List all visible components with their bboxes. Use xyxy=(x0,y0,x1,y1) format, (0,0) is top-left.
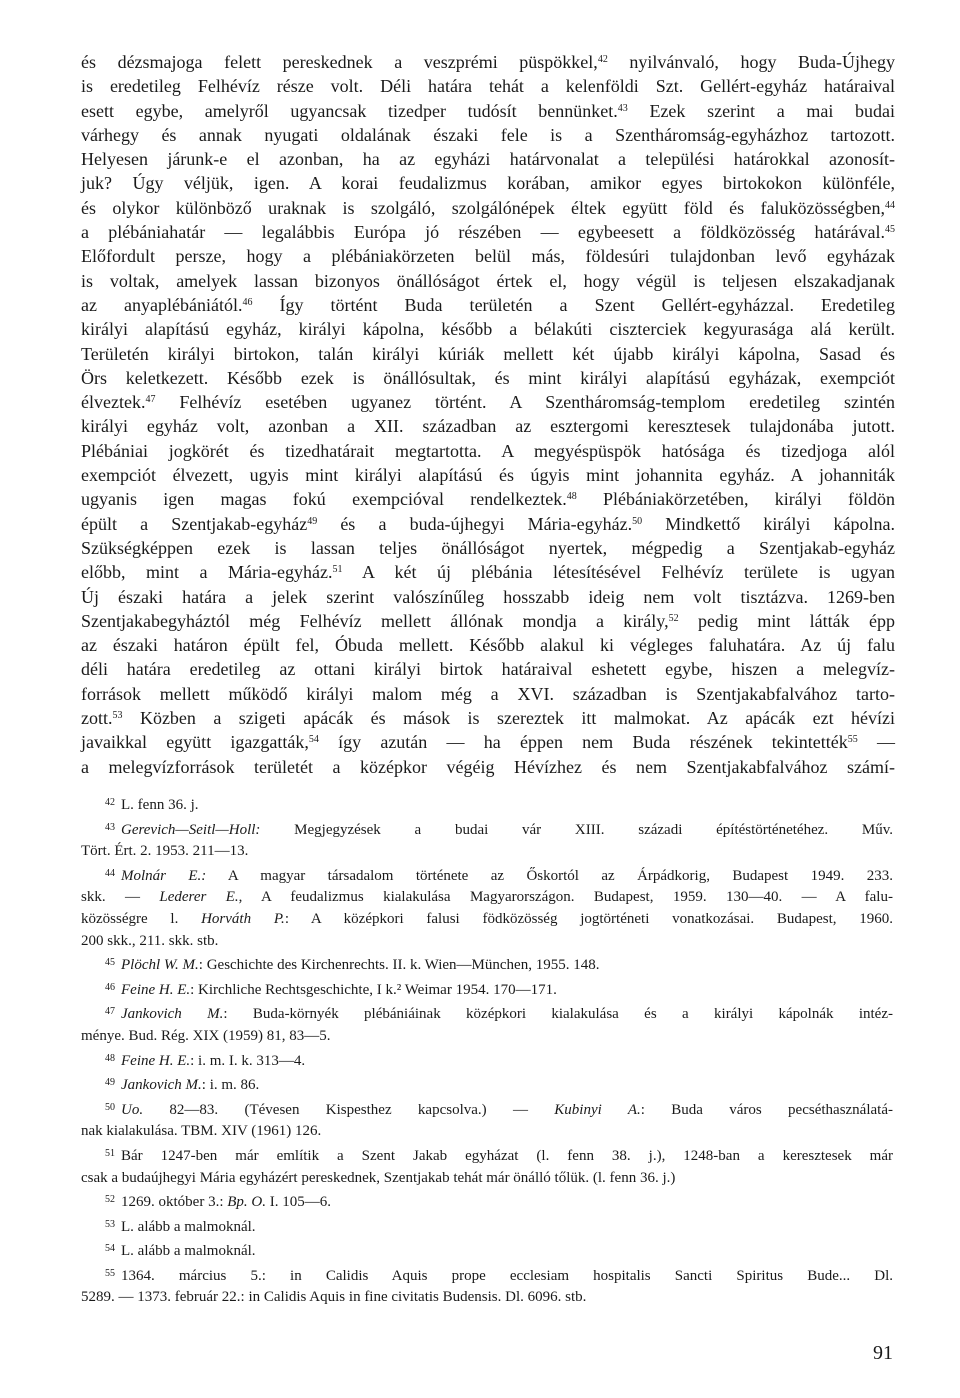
footnote xyxy=(81,1263,893,1309)
footnote xyxy=(81,1001,893,1047)
text-run: és a buda-újhegyi Mária-egyház. xyxy=(317,513,633,534)
footnote-line xyxy=(81,977,893,1002)
footnote-line xyxy=(81,1048,893,1073)
footnote-line xyxy=(81,1263,893,1288)
text-line xyxy=(81,633,895,657)
footnote-ref: 48 xyxy=(566,491,577,503)
text-line xyxy=(81,244,895,268)
text-line xyxy=(81,730,895,754)
text-run: a plébániahatár — legalábbis Európa jó részében — egybeesett a földközösség határával. xyxy=(81,222,885,243)
footnote-line xyxy=(81,792,893,817)
text-run: előbb, mint a Mária-egyház. xyxy=(81,562,333,583)
footnote-ref: 42 xyxy=(597,54,608,65)
footnote-text: : i. m. I. k. 313—4. xyxy=(190,1052,306,1069)
text-run: is voltak, amelyek lassan bizonyos önállóságot értek el, hogy végül is teljesen elszakadjanak xyxy=(81,270,895,291)
author-name: Uo. xyxy=(121,1101,144,1118)
text-line xyxy=(81,269,895,293)
text-run: esett egybe, amelyről ugyancsak tizedper tudósít bennünket. xyxy=(81,100,618,121)
footnote-line xyxy=(81,1001,893,1026)
footnote xyxy=(81,1214,893,1239)
text-run: — xyxy=(857,732,895,753)
footnote-text: : i. m. 86. xyxy=(201,1077,260,1094)
text-line xyxy=(81,536,895,560)
text-run: az északi határon épült fel, Óbuda mellett. Később alakul ki végleges faluhatára. Az új falu xyxy=(81,635,895,656)
text-run: és dézsmajoga felett pereskednek a veszprémi püspökkel, xyxy=(81,52,598,72)
text-line xyxy=(81,220,895,244)
footnote-text: : Buda-környék plébániáinak középkori kialakulása és a királyi kápolnák intéz- xyxy=(223,1006,893,1023)
footnote-text: : Buda város pecséthasználatá- xyxy=(640,1101,893,1118)
text-run: Szükségképpen ezek is lassan teljes önállóságot nyertek, mégpedig a Szentjakab-egyház xyxy=(81,537,895,558)
text-run: királyi alapítású egyház, királyi kápolna, később a bélakúti ciszterciek kegyurasága alá került. xyxy=(81,319,895,340)
footnote-ref: 47 xyxy=(145,394,156,406)
text-run: Közben a szigeti apácák és mások is szereztek itt malmokat. Az apácák ezt hévízi xyxy=(122,708,895,729)
footnote-text: ménye. Bud. Rég. XIX (1959) 81, 83—5. xyxy=(81,1027,331,1044)
footnote-text: : A középkori falusi födközösség jogtörténeti vonatkozásai. Budapest, 1960. xyxy=(284,910,893,927)
footnote-line xyxy=(81,1238,893,1263)
footnote-ref: 45 xyxy=(885,224,895,236)
text-run: déli határa eredetileg az ottani királyi birtok határaival eshetett egybe, hiszen a melegvíz- xyxy=(81,659,895,680)
footnote-line xyxy=(81,909,893,931)
footnote-text: 1364. március 5.: in Calidis Aquis prope ecclesiam hospitalis Sancti Spiritus Bude... Dl. xyxy=(121,1267,893,1284)
footnote xyxy=(81,1072,893,1097)
footnote-number: 50 xyxy=(105,1101,115,1113)
text-run: az anyaplébániától. xyxy=(81,294,243,315)
footnote xyxy=(81,792,893,817)
text-run: élveztek. xyxy=(81,392,146,413)
text-run: Előfordult persze, hogy a plébániakörzeten belül más, földesúri tulajdonban levő egyházak xyxy=(81,246,895,267)
text-line xyxy=(81,293,895,317)
footnote-text: L. alább a malmoknál. xyxy=(121,1243,256,1260)
footnote-number: 44 xyxy=(105,867,115,879)
text-run: Ezek szerint a mai budai xyxy=(627,100,895,121)
footnote-text: Tört. Ért. 2. 1953. 211—13. xyxy=(81,843,249,860)
page-number: 91 xyxy=(873,1342,893,1364)
footnote-ref: 44 xyxy=(885,199,895,211)
footnote xyxy=(81,1143,893,1189)
footnote-text: A magyar társadalom története az Őskortól az Árpádkorig, Budapest 1949. 233. xyxy=(206,867,893,884)
text-line xyxy=(81,487,895,511)
author-name: Gerevich—Seitl—Holl: xyxy=(121,821,261,838)
footnote-line xyxy=(81,1168,893,1190)
text-run: nyilvánvaló, hogy Buda-Újhegy xyxy=(607,52,896,72)
footnote-line xyxy=(81,1143,893,1168)
footnote-number: 55 xyxy=(105,1267,115,1279)
footnote-line xyxy=(81,1026,893,1048)
text-line xyxy=(81,560,895,584)
footnote xyxy=(81,817,893,863)
author-name: Kubinyi A. xyxy=(554,1101,641,1118)
footnote-number: 48 xyxy=(105,1052,115,1064)
author-name: Feine H. E. xyxy=(121,1052,191,1069)
footnote-text: közösségre l. xyxy=(81,910,202,927)
footnotes xyxy=(81,792,893,1309)
footnote-line xyxy=(81,1097,893,1122)
text-run: királyi egyház volt, azonban a XII. században az esztergomi keresztesek tulajdonába jutott. xyxy=(81,416,895,437)
footnote-ref: 50 xyxy=(632,515,643,527)
footnote-line xyxy=(81,841,893,863)
text-run: Új északi határa a jelek szerint valószínűleg hosszabb ideig nem volt tisztázva. 1269-ben xyxy=(81,586,895,607)
footnote-line xyxy=(81,887,893,909)
text-line xyxy=(81,755,895,779)
text-run: Plébániai jogkörét és tizedhatárait megtartotta. A megyéspüspök hatósága és tizedjoga alól xyxy=(81,440,895,461)
footnote-line xyxy=(81,1189,893,1214)
author-name: Molnár E.: xyxy=(121,867,207,884)
text-run: exempciót élvezett, ugyis mint királyi alapítású és úgyis mint johannita egyház. A johanniták xyxy=(81,465,895,486)
text-run: javaikkal együtt igazgatták, xyxy=(81,732,309,753)
text-run: Plébániakörzetében, királyi földön xyxy=(576,489,895,510)
footnote xyxy=(81,1048,893,1073)
footnote-ref: 55 xyxy=(847,734,858,746)
footnote-text: 1269. október 3.: xyxy=(121,1194,228,1211)
text-run: Mindkettő királyi kápolna. xyxy=(642,513,895,534)
footnote-ref: 43 xyxy=(617,102,628,114)
footnote-text: skk. — xyxy=(81,889,160,906)
footnote-text: : Geschichte des Kirchenrechts. II. k. Wien—München, 1955. 148. xyxy=(198,957,600,974)
footnote-number: 51 xyxy=(105,1147,115,1159)
text-line xyxy=(81,414,895,438)
footnote-line xyxy=(81,1121,893,1143)
text-run: Felhévíz esetében ugyanez történt. A Szentháromság-templom eredetileg szintén xyxy=(155,392,895,413)
footnote-line xyxy=(81,952,893,977)
footnote-text: 82—83. (Tévesen Kispesthez kapcsolva.) — xyxy=(143,1101,555,1118)
footnote-text: nak kialakulása. TBM. XIV (1961) 126. xyxy=(81,1123,322,1140)
text-line xyxy=(81,196,895,220)
text-run: A két új plébánia létesítésével Felhévíz területe is ugyan xyxy=(342,562,895,583)
footnote-line xyxy=(81,931,893,953)
footnote-number: 42 xyxy=(105,797,115,808)
text-run: a melegvízforrások területét a középkor végéig Hévízhez és nem Szentjakabfalvához számí- xyxy=(81,756,895,777)
text-run: várhegy és annak nyugati oldalának északi fele is a Szentháromság-egyházhoz tartozott. xyxy=(81,124,895,145)
author-name: Bp. O. xyxy=(227,1194,266,1211)
footnote-text: L. alább a malmoknál. xyxy=(121,1218,256,1235)
footnote-ref: 52 xyxy=(668,612,679,624)
footnote-line xyxy=(81,817,893,842)
text-run: Örs keletkezett. Később ezek is önállósultak, és mint királyi alapítású egyházak, exempciót xyxy=(81,367,895,388)
footnote xyxy=(81,1097,893,1143)
text-line xyxy=(81,609,895,633)
text-line xyxy=(81,366,895,390)
footnote-number: 47 xyxy=(105,1006,115,1018)
author-name: Jankovich M. xyxy=(121,1077,202,1094)
footnote xyxy=(81,1238,893,1263)
text-line xyxy=(81,706,895,730)
main-text xyxy=(81,50,895,779)
text-run: pedig mint látták épp xyxy=(678,610,896,631)
text-line xyxy=(81,463,895,487)
text-run: juk? Úgy véljük, igen. A korai feudalizmus korában, amikor egyes birtokokon különféle, xyxy=(81,173,895,194)
text-run: épült a Szentjakab-egyház xyxy=(81,513,308,534)
footnote-ref: 54 xyxy=(308,734,319,746)
text-run: és olykor különböző uraknak is szolgáló, szolgálónépek éltek együtt föld és faluközösségben, xyxy=(81,197,885,218)
text-run: források mellett működő királyi malom még a XVI. században is Szentjakabfalvához tarto- xyxy=(81,683,895,704)
footnote-number: 52 xyxy=(105,1194,115,1206)
footnote-number: 49 xyxy=(105,1077,115,1089)
author-name: Feine H. E. xyxy=(121,981,191,998)
footnote-line xyxy=(81,863,893,888)
author-name: Jankovich M. xyxy=(121,1006,224,1023)
footnote-text: Bár 1247-ben már említik a Szent Jakab egyházat (l. fenn 38. j.), 1248-ban a keresztesek már xyxy=(121,1147,893,1164)
author-name: Horváth P. xyxy=(201,910,285,927)
footnote-number: 53 xyxy=(105,1218,115,1230)
footnote-text: csak a budaújhegyi Mária egyházért pereskednek, Szentjakab tehát már önálló tőlük. (l. fenn 36. j.) xyxy=(81,1169,676,1186)
footnote-text: , A feudalizmus kialakulása Magyarországon. Budapest, 1959. 130—40. — A falu- xyxy=(238,889,893,906)
text-line xyxy=(81,99,895,123)
text-line xyxy=(81,439,895,463)
footnote-number: 45 xyxy=(105,957,115,969)
text-run: zott. xyxy=(81,708,113,729)
text-line xyxy=(81,171,895,195)
footnote-number: 46 xyxy=(105,981,115,993)
footnote-ref: 53 xyxy=(112,710,123,722)
text-line xyxy=(81,317,895,341)
text-line xyxy=(81,390,895,414)
footnote xyxy=(81,977,893,1002)
footnote-line xyxy=(81,1072,893,1097)
footnote-ref: 49 xyxy=(307,515,318,527)
text-line xyxy=(81,123,895,147)
text-run: így azután — ha éppen nem Buda részének tekintették xyxy=(318,732,848,753)
footnote-number: 54 xyxy=(105,1243,115,1255)
text-run: Szentjakabegyháztól még Felhévíz mellett állónak mondja a király, xyxy=(81,610,669,631)
footnote xyxy=(81,952,893,977)
author-name: Lederer E. xyxy=(159,889,239,906)
text-line xyxy=(81,682,895,706)
footnote-text: I. 105—6. xyxy=(266,1194,331,1211)
text-line xyxy=(81,342,895,366)
text-line xyxy=(81,512,895,536)
footnote-text: 200 skk., 211. skk. stb. xyxy=(81,932,219,949)
footnote-text: L. fenn 36. j. xyxy=(121,797,199,813)
author-name: Plöchl W. M. xyxy=(121,957,199,974)
footnote xyxy=(81,863,893,952)
text-line xyxy=(81,50,895,74)
text-run: Helyesen járunk-e el azonban, ha az egyházi határvonalat a települési határokkal azonosít- xyxy=(81,149,895,170)
footnote xyxy=(81,1189,893,1214)
footnote-text: : Kirchliche Rechtsgeschichte, I k.² Weimar 1954. 170—171. xyxy=(190,981,557,998)
footnote-line xyxy=(81,1287,893,1309)
text-run: Területén királyi birtokon, talán királyi kúriák mellett két újabb királyi kápolna, Sasad és xyxy=(81,343,895,364)
text-run: is eredetileg Felhévíz része volt. Déli határa tehát a kelenföldi Szt. Gellért-egyház határaival xyxy=(81,76,895,97)
footnote-line xyxy=(81,1214,893,1239)
text-line xyxy=(81,657,895,681)
footnote-text: 5289. — 1373. február 22.: in Calidis Aquis in fine civitatis Budensis. Dl. 6096. stb. xyxy=(81,1289,587,1306)
text-line xyxy=(81,74,895,98)
text-run: Így történt Buda területén a Szent Gellért-egyházzal. Eredetileg xyxy=(252,294,896,315)
footnote-number: 43 xyxy=(105,821,115,833)
text-run: ugyanis igen magas fokú exempcióval rendelkeztek. xyxy=(81,489,567,510)
footnote-ref: 51 xyxy=(332,564,343,576)
footnote-ref: 46 xyxy=(242,296,253,308)
text-line xyxy=(81,585,895,609)
footnote-text: Megjegyzések a budai vár XIII. századi építéstörténetéhez. Műv. xyxy=(260,821,893,838)
text-line xyxy=(81,147,895,171)
